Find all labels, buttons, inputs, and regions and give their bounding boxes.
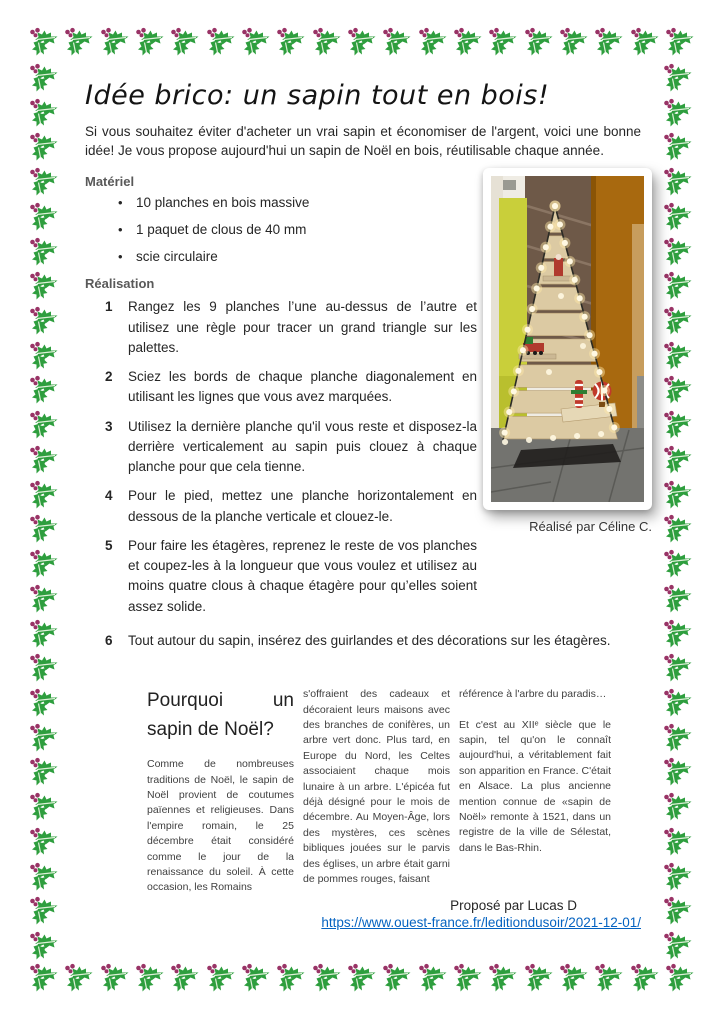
holly-icon: [28, 513, 60, 545]
photo-caption: Réalisé par Céline C.: [529, 519, 652, 535]
holly-icon: [99, 962, 131, 994]
holly-icon: [664, 962, 696, 994]
photo-frame: [483, 168, 652, 510]
holly-icon: [662, 756, 694, 788]
source-link[interactable]: https://www.ouest-france.fr/leditiondusoir/2021-12-01/: [321, 914, 641, 930]
holly-icon: [28, 583, 60, 615]
list-item: [85, 249, 477, 264]
holly-icon: [28, 201, 60, 233]
holly-icon: [452, 26, 484, 58]
holly-icon: [662, 236, 694, 268]
steps-list: [85, 297, 477, 617]
holly-icon: [662, 479, 694, 511]
step-row: [85, 536, 477, 617]
article-paragraph: s'offraient des cadeaux et décoraient leurs maisons avec des branches de conifères, un arbre vert donc. Plus tard, en Europe du Nord, les Celtes associaient chaque mois lunaire à un arbre. L'épicéa fut déjà désigné pour le mois de décembre. Au Moyen-Âge, lors des mystères, ces scènes bibliques jouées sur le parvis des églises, un arbre était garni de pommes rouges, faisant: [303, 688, 450, 886]
holly-icon: [662, 791, 694, 823]
holly-icon: [28, 861, 60, 893]
holly-border-right: [662, 62, 696, 962]
instructions-column: [85, 168, 483, 626]
holly-icon: [99, 26, 131, 58]
bullet-icon: •: [118, 195, 123, 211]
step-text: Sciez les bords de chaque planche diagonalement en utilisant les lignes que vous avez marquées.: [128, 369, 477, 405]
list-item-label: 10 planches en bois massive: [136, 195, 310, 211]
article-paragraph: Et c'est au XIIᵉ siècle que le sapin, tel qu'on le connaît aujourd'hui, a véritablement fait son apparition en France. C'était en Alsace. La plus ancienne mention connue de «sapin de Noël» remonte à 1521, dans un registre de la ville de Sélestat, dans le Bas-Rhin.: [459, 718, 611, 854]
holly-icon: [662, 166, 694, 198]
holly-icon: [662, 62, 694, 94]
holly-icon: [662, 444, 694, 476]
holly-icon: [169, 962, 201, 994]
holly-icon: [63, 26, 95, 58]
holly-icon: [558, 26, 590, 58]
holly-icon: [417, 962, 449, 994]
holly-icon: [28, 756, 60, 788]
holly-icon: [662, 548, 694, 580]
list-item-label: 1 paquet de clous de 40 mm: [136, 222, 307, 238]
holly-icon: [346, 962, 378, 994]
holly-icon: [629, 962, 661, 994]
source-link-row: [85, 915, 641, 930]
holly-icon: [662, 861, 694, 893]
holly-icon: [662, 826, 694, 858]
holly-icon: [662, 652, 694, 684]
holly-icon: [28, 618, 60, 650]
holly-icon: [417, 26, 449, 58]
holly-icon: [487, 26, 519, 58]
holly-icon: [662, 97, 694, 129]
holly-icon: [28, 26, 60, 58]
holly-icon: [28, 548, 60, 580]
holly-icon: [558, 962, 590, 994]
holly-icon: [28, 97, 60, 129]
holly-icon: [134, 26, 166, 58]
holly-icon: [28, 962, 60, 994]
article-column-3: [459, 687, 611, 896]
holly-icon: [28, 409, 60, 441]
step-row: [85, 486, 477, 527]
holly-icon: [28, 791, 60, 823]
holly-icon: [169, 26, 201, 58]
article-heading: Pourquoi un sapin de Noël?: [147, 690, 294, 740]
holly-icon: [662, 687, 694, 719]
photo-sapin-bois: [491, 176, 644, 502]
holly-icon: [381, 26, 413, 58]
list-item: [85, 222, 477, 237]
holly-icon: [28, 930, 60, 962]
holly-icon: [28, 62, 60, 94]
step-text: Pour le pied, mettez une planche horizontalement en dessous de la planche verticale et clouez-le.: [128, 488, 477, 524]
holly-icon: [662, 895, 694, 927]
holly-icon: [28, 826, 60, 858]
holly-icon: [662, 374, 694, 406]
holly-icon: [452, 962, 484, 994]
holly-icon: [662, 722, 694, 754]
holly-icon: [28, 895, 60, 927]
holly-icon: [311, 26, 343, 58]
holly-icon: [205, 962, 237, 994]
holly-icon: [240, 962, 272, 994]
holly-icon: [275, 962, 307, 994]
step-row: [85, 367, 477, 408]
holly-icon: [381, 962, 413, 994]
materiel-heading: Matériel: [85, 174, 135, 190]
holly-icon: [63, 962, 95, 994]
holly-icon: [134, 962, 166, 994]
holly-icon: [523, 26, 555, 58]
holly-icon: [662, 930, 694, 962]
list-item: [85, 195, 477, 210]
photo-column: [483, 168, 652, 626]
step-number: 4: [105, 488, 113, 504]
holly-icon: [662, 270, 694, 302]
holly-icon: [662, 583, 694, 615]
holly-icon: [28, 131, 60, 163]
holly-icon: [205, 26, 237, 58]
holly-icon: [662, 201, 694, 233]
holly-icon: [311, 962, 343, 994]
holly-icon: [28, 479, 60, 511]
step-text: Utilisez la dernière planche qu'il vous reste et disposez-la derrière verticalement au sapin puis clouez à chaque planche pour que cela tienne.: [128, 418, 477, 475]
holly-icon: [662, 618, 694, 650]
step-text: Pour faire les étagères, reprenez le reste de vos planches et coupez-les à la longueur que vous voulez et utilisez au moins quatre clous à chaque étagère pour qu’elles soient assez solide.: [128, 537, 477, 614]
holly-icon: [275, 26, 307, 58]
page-title: Idée brico: un sapin tout en bois!: [85, 80, 550, 111]
step-row: [85, 417, 477, 478]
main-row: [85, 168, 652, 626]
article-paragraph: référence à l'arbre du paradis…: [459, 688, 607, 701]
holly-icon: [487, 962, 519, 994]
article-column-1: [147, 687, 294, 896]
holly-icon: [664, 26, 696, 58]
holly-icon: [240, 26, 272, 58]
holly-border-left: [28, 62, 62, 962]
holly-icon: [523, 962, 555, 994]
step-number: 6: [105, 632, 113, 648]
holly-border-top: [28, 26, 696, 60]
step-text: Tout autour du sapin, insérez des guirlandes et des décorations sur les étagères.: [128, 632, 611, 648]
holly-icon: [28, 374, 60, 406]
holly-icon: [28, 444, 60, 476]
step-6-row: [85, 631, 641, 651]
holly-icon: [28, 652, 60, 684]
list-item-label: scie circulaire: [136, 249, 218, 265]
step-number: 1: [105, 299, 113, 315]
intro-paragraph: Si vous souhaitez éviter d'acheter un vrai sapin et économiser de l'argent, voici une bonne idée! Je vous propose aujourd'hui un sapin de Noël en bois, réutilisable chaque année.: [85, 124, 641, 159]
holly-border-bottom: [28, 962, 696, 996]
holly-icon: [662, 340, 694, 372]
holly-icon: [593, 26, 625, 58]
holly-icon: [28, 340, 60, 372]
article-columns: [85, 687, 641, 896]
author-credit: Proposé par Lucas D: [450, 897, 577, 913]
holly-icon: [346, 26, 378, 58]
bullet-icon: •: [118, 249, 123, 265]
holly-icon: [629, 26, 661, 58]
holly-icon: [28, 722, 60, 754]
step-number: 3: [105, 418, 113, 434]
bullet-icon: •: [118, 222, 123, 238]
holly-icon: [662, 131, 694, 163]
holly-icon: [662, 513, 694, 545]
holly-icon: [28, 236, 60, 268]
holly-icon: [28, 270, 60, 302]
step-text: Rangez les 9 planches l’une au-dessus de l’autre et utilisez une règle pour tracer un grand triangle sur les palettes.: [128, 299, 477, 355]
holly-icon: [593, 962, 625, 994]
step-row: [85, 297, 477, 358]
materiel-list: [85, 195, 477, 264]
holly-icon: [662, 305, 694, 337]
page-content: [85, 80, 652, 930]
holly-icon: [28, 166, 60, 198]
holly-icon: [662, 409, 694, 441]
step-number: 2: [105, 369, 113, 385]
step-number: 5: [105, 537, 113, 553]
holly-icon: [28, 305, 60, 337]
holly-icon: [28, 687, 60, 719]
realisation-heading: Réalisation: [85, 276, 155, 292]
article-paragraph: Comme de nombreuses traditions de Noël, le sapin de Noël provient de coutumes païennes et religieuses. Dans l'empire romain, le 25 décembre était considéré comme le jour de la renaissance du soleil. À cette occasion, les Romains: [147, 758, 294, 894]
article-column-2: [303, 687, 450, 896]
